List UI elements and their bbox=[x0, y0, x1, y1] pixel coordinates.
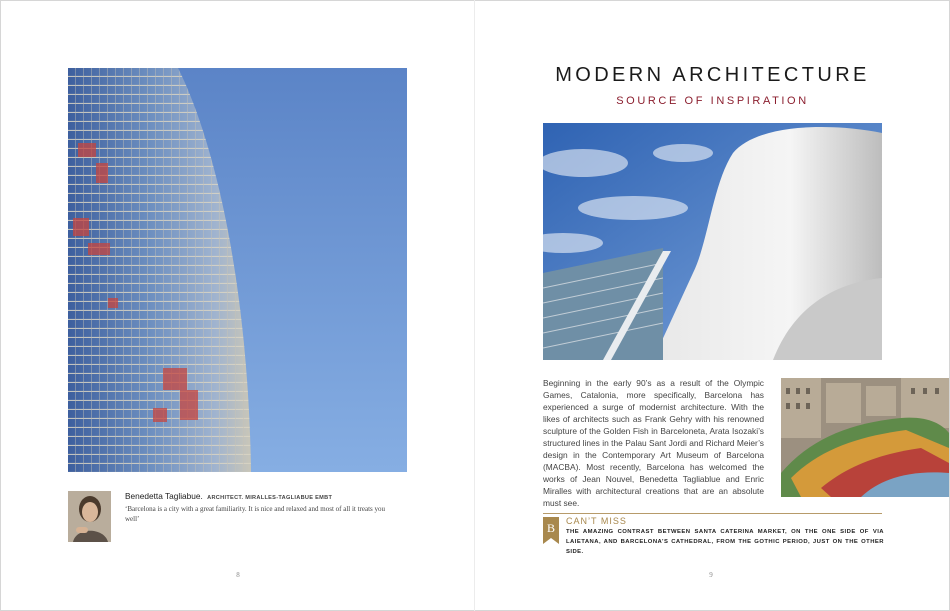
author-quote: ‘Barcelona is a city with a great familiarity. It is nice and relaxed and most of all it treats you well’ bbox=[125, 505, 386, 523]
page-title: MODERN ARCHITECTURE bbox=[555, 64, 870, 86]
author-name: Benedetta Tagliabue. bbox=[125, 491, 203, 501]
page-spine bbox=[474, 0, 475, 611]
page-number-left: 8 bbox=[236, 571, 240, 579]
torre-agbar-photo bbox=[68, 68, 407, 472]
author-portrait-photo bbox=[68, 491, 111, 542]
author-heading bbox=[125, 491, 405, 501]
author-info bbox=[125, 491, 405, 524]
cant-miss-label: CAN’T MISS bbox=[566, 516, 627, 526]
santa-caterina-market-photo bbox=[781, 378, 949, 497]
cant-miss-badge-icon bbox=[543, 517, 559, 544]
page-subtitle: SOURCE OF INSPIRATION bbox=[616, 95, 809, 107]
body-paragraph: Beginning in the early 90’s as a result of the Olympic Games, Catalonia, more specifically, Barcelona has experienced a surge of modernist architecture. With the likes of architects such as Frank Gehry with his renowned sculpture of the Golden Fish in Barceloneta, Arata Isozaki’s structured lines in the Palau Sant Jordi and Richard Meier’s design in the Contemporary Art Museum of Barcelona (MACBA). Most recently, Barcelona has welcomed the works of Jean Nouvel, Benedetta Tagliablue and Enric Miralles with architectural creations that are an absolute must see. bbox=[543, 378, 764, 508]
macba-building-photo bbox=[543, 123, 882, 360]
page-number-right: 9 bbox=[709, 571, 713, 579]
cant-miss-divider bbox=[543, 513, 882, 514]
badge-letter: B bbox=[546, 521, 556, 535]
author-role: ARCHITECT. MIRALLES-TAGLIABUE EMBT bbox=[207, 495, 333, 501]
cant-miss-text: THE AMAZING CONTRAST BETWEEN SANTA CATERINA MARKET, ON THE ONE SIDE OF VIA LAIETANA, AND BARCELONA’S CATHEDRAL, FROM THE GOTHIC PERIOD, JUST ON THE OTHER SIDE. bbox=[566, 529, 884, 555]
